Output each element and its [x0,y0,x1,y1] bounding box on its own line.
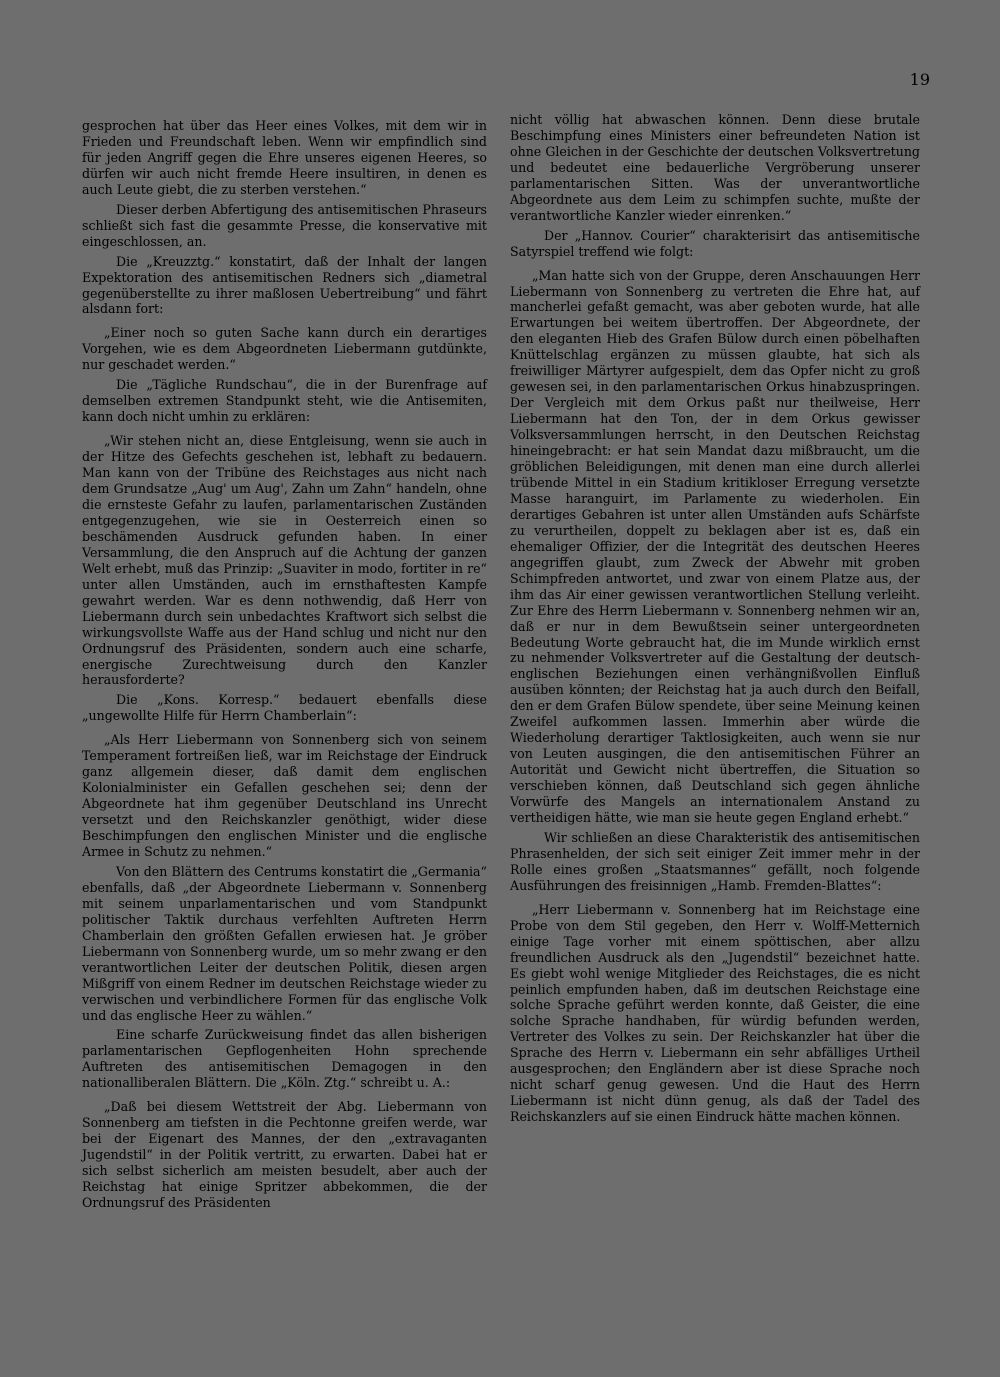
quoted-paragraph: „Man hatte sich von der Gruppe, deren Anschauungen Herr Liebermann von Sonnenberg zu vertreten die Ehre hat, auf mancherlei gefaßt gemacht, was aber geboten wurde, hat alle Erwartungen bei weitem übertroffen. Der Abgeordnete, der den eleganten Hieb des Grafen Bülow durch einen pöbelhaften Knüttelschlag ergänzen zu müssen glaubte, hat sich als freiwilliger Märtyrer aufgespielt, dem das Opfer nicht zu groß gewesen sei, in den parlamentarischen Orkus hinabzuspringen. Der Vergleich mit dem Orkus paßt nur theilweise, Herr Liebermann hat den Ton, der in dem Orkus gewisser Volksversammlungen herrscht, in den Deutschen Reichstag hineingebracht: er hat sein Mandat dazu mißbraucht, um die gröblichen Beleidigungen, mit denen man eine durch allerlei trübende Mittel in ein Stadium kritikloser Erregung versetzte Masse haranguirt, im Parlamente zu wiederholen. Ein derartiges Gebahren ist unter allen Umständen aufs Schärfste zu verurtheilen, doppelt zu beklagen aber ist es, daß ein ehemaliger Offizier, der die Integrität des deutschen Heeres angegriffen glaubt, zum Zweck der Abwehr mit groben Schimpfreden antwortet, und zwar von einem Platze aus, der ihm das Air einer gewissen verantwortlichen Stellung verleiht. Zur Ehre des Herrn Liebermann v. Sonnenberg nehmen wir an, daß er nur in dem Bewußtsein seiner untergeordneten Bedeutung Worte gebraucht hat, die im Munde wirklich ernst zu nehmender Volksvertreter auf die Gestaltung der deutsch-englischen Beziehungen einen verhängnißvollen Einfluß ausüben könnten; der Reichstag hat ja auch durch den Beifall, den er dem Grafen Bülow spendete, über seine Meinung keinen Zweifel aufkommen lassen. Immerhin aber würde die Wiederholung derartiger Taktlosigkeiten, auch wenn sie nur von Leuten ausgingen, die den antisemitischen Führer an Autorität und Gewicht nicht übertreffen, die Situation so verschieben können, daß Deutschland sich gegen ähnliche Vorwürfe des Mangels an internationalem Anstand zu vertheidigen hätte, wie man sie heute gegen England erhebt.“ [510,267,920,825]
paragraph: Dieser derben Abfertigung des antisemitischen Phraseurs schließt sich fast die gesammte Presse, die konservative mit eingeschlossen, an. [82,201,487,249]
paragraph: Die „Kons. Korresp.“ bedauert ebenfalls diese „ungewollte Hilfe für Herrn Chamberlain“: [82,692,487,724]
right-column [510,112,920,1129]
paragraph: Wir schließen an diese Charakteristik des antisemitischen Phrasenhelden, der sich seit einiger Zeit immer mehr in der Rolle eines großen „Staatsmannes“ gefällt, noch folgende Ausführungen des freisinnigen „Hamb. Fremden-Blattes“: [510,829,920,893]
paragraph: nicht völlig hat abwaschen können. Denn diese brutale Beschimpfung eines Ministers einer befreundeten Nation ist ohne Gleichen in der Geschichte der deutschen Volksvertretung und bedeutet eine bedauerliche Vergröberung unserer parlamentarischen Sitten. Was der unverantwortliche Abgeordnete aus dem Leim zu schimpfen suchte, mußte der verantwortliche Kanzler wieder einrenken.“ [510,112,920,223]
paragraph: Von den Blättern des Centrums konstatirt die „Germania“ ebenfalls, daß „der Abgeordnete Liebermann v. Sonnenberg mit seinem unparlamentarischen und vom Standpunkt politischer Taktik durchaus verfehlten Auftreten Herrn Chamberlain den größten Gefallen erwiesen hat. Je gröber Liebermann von Sonnenberg wurde, um so mehr zwang er den verantwortlichen Leiter der deutschen Politik, diesen argen Mißgriff von einem Redner im deutschen Reichstage wieder zu verwischen und verbindlichere Formen für das englische Volk und das englische Heer zu wählen.“ [82,863,487,1023]
paragraph: Eine scharfe Zurückweisung findet das allen bisherigen parlamentarischen Gepflogenheiten Hohn sprechende Auftreten des antisemitischen Demagogen in den nationalliberalen Blättern. Die „Köln. Ztg.“ schreibt u. A.: [82,1027,487,1091]
paragraph: gesprochen hat über das Heer eines Volkes, mit dem wir in Frieden und Freundschaft leben. Wenn wir empfindlich sind für jeden Angriff gegen die Ehre unseres eigenen Heeres, so dürfen wir auch nicht fremde Heere insultiren, in denen es auch Leute giebt, die zu sterben verstehen.“ [82,118,487,197]
page-number: 19 [909,70,930,89]
paragraph: Der „Hannov. Courier“ charakterisirt das antisemitische Satyrspiel treffend wie folgt: [510,227,920,259]
quoted-paragraph: „Wir stehen nicht an, diese Entgleisung, wenn sie auch in der Hitze des Gefechts geschehen ist, lebhaft zu bedauern. Man kann von der Tribüne des Reichstages aus nicht nach dem Grundsatze „Aug' um Aug', Zahn um Zahn“ handeln, ohne die ernsteste Gefahr zu laufen, parlamentarischen Zuständen entgegenzugehen, wie sie in Oesterreich einen so beschämenden Ausdruck gefunden haben. In einer Versammlung, die den Anspruch auf die Achtung der ganzen Welt erhebt, muß das Prinzip: „Suaviter in modo, fortiter in re“ unter allen Umständen, auch im ernsthaftesten Kampfe gewahrt werden. War es denn nothwendig, daß Herr von Liebermann durch sein unbedachtes Kraftwort sich selbst die wirkungsvollste Waffe aus der Hand schlug und nicht nur den Ordnungsruf des Präsidenten, sondern auch eine scharfe, energische Zurechtweisung durch den Kanzler herausforderte? [82,433,487,688]
quoted-paragraph: „Einer noch so guten Sache kann durch ein derartiges Vorgehen, wie es dem Abgeordneten Liebermann gutdünkte, nur geschadet werden.“ [82,325,487,373]
quoted-paragraph: „Als Herr Liebermann von Sonnenberg sich von seinem Temperament fortreißen ließ, war im Reichstage der Eindruck ganz allgemein dieser, daß damit dem englischen Kolonialminister ein Gefallen geschehen sei; denn der Abgeordnete hat ihm gegenüber Deutschland ins Unrecht versetzt und den Reichskanzler genöthigt, wider diese Beschimpfungen den englischen Minister und die englische Armee in Schutz zu nehmen.“ [82,732,487,859]
quoted-paragraph: „Herr Liebermann v. Sonnenberg hat im Reichstage eine Probe von dem Stil gegeben, den Herr v. Wolff-Metternich einige Tage vorher mit einem spöttischen, aber allzu freundlichen Ausdruck als den „Jugendstil“ bezeichnet hatte. Es giebt wohl wenige Mitglieder des Reichstages, die es nicht peinlich empfunden haben, daß im deutschen Reichstage eine solche Sprache geführt werden konnte, daß Geister, die eine solche Sprache handhaben, für würdig befunden werden, Vertreter des Volkes zu sein. Der Reichskanzler hat über die Sprache des Herrn v. Liebermann ein sehr abfälliges Urtheil ausgesprochen; den Engländern aber ist diese Sprache noch nicht scharf genug gewesen. Und die Haut des Herrn Liebermann ist nicht dünn genug, als daß der Tadel des Reichskanzlers auf sie einen Eindruck hätte machen können. [510,901,920,1125]
left-column [82,118,487,1215]
paragraph: Die „Kreuzztg.“ konstatirt, daß der Inhalt der langen Expektoration des antisemitischen Redners sich „diametral gegenüberstellte zu ihrer maßlosen Uebertreibung“ und fährt alsdann fort: [82,253,487,317]
quoted-paragraph: „Daß bei diesem Wettstreit der Abg. Liebermann von Sonnenberg am tiefsten in die Pechtonne greifen werde, war bei der Eigenart des Mannes, der den „extravaganten Jugendstil“ in der Politik vertritt, zu erwarten. Dabei hat er sich selbst sicherlich am meisten besudelt, aber auch der Reichstag hat einige Spritzer abbekommen, die der Ordnungsruf des Präsidenten [82,1099,487,1210]
paragraph: Die „Tägliche Rundschau“, die in der Burenfrage auf demselben extremen Standpunkt steht, wie die Antisemiten, kann doch nicht umhin zu erklären: [82,377,487,425]
